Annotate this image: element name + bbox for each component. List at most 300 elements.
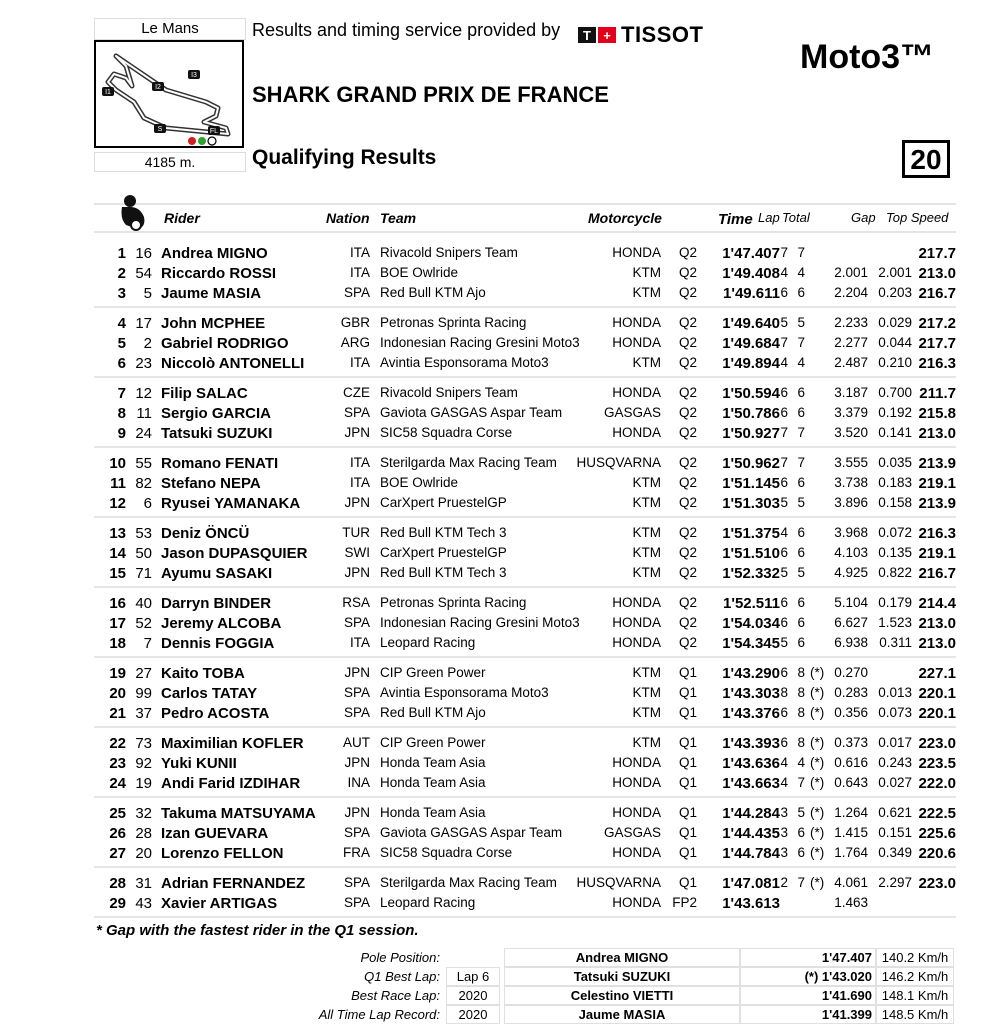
group-separator [94, 446, 956, 448]
cell-star: (*) [810, 755, 825, 770]
cell-nation: ITA [350, 355, 370, 370]
cell-lap: 3 [780, 845, 788, 860]
cell-team: Leopard Racing [380, 895, 476, 910]
cell-moto: HONDA [612, 245, 661, 260]
group-separator [94, 306, 956, 308]
cell-num: 27 [135, 665, 152, 682]
cell-name: Dennis FOGGIA [161, 635, 275, 652]
cell-speed: 223.5 [918, 755, 956, 772]
result-row [94, 353, 956, 373]
cell-nation: SPA [343, 895, 370, 910]
result-row [94, 523, 956, 543]
cell-name: Kaito TOBA [161, 665, 245, 682]
cell-pos: 24 [109, 775, 126, 792]
cell-lap: 4 [780, 775, 788, 790]
cell-pos: 9 [117, 425, 126, 442]
cell-session: Q2 [678, 635, 697, 650]
timing-provider-text: Results and timing service provided by [252, 20, 561, 40]
cell-gap: 1.264 [834, 805, 868, 820]
cell-moto: HONDA [612, 615, 661, 630]
group-separator [94, 796, 956, 798]
cell-moto: KTM [632, 265, 661, 280]
cell-moto: HONDA [612, 895, 661, 910]
cell-name: Adrian FERNANDEZ [161, 875, 306, 892]
group-separator [94, 376, 956, 378]
cell-diff: 0.311 [879, 635, 912, 650]
cell-session: Q2 [678, 455, 697, 470]
result-row [94, 243, 956, 263]
cell-lap: 3 [780, 805, 788, 820]
cell-moto: KTM [632, 495, 661, 510]
result-row [94, 313, 956, 333]
cell-nation: SPA [343, 875, 370, 890]
cell-diff: 0.013 [878, 685, 912, 700]
record-name: Celestino VIETTI [570, 988, 674, 1003]
record-speed: 146.2 Km/h [881, 969, 949, 984]
cell-time: 1'43.290 [722, 665, 780, 682]
record-row [0, 948, 1000, 967]
cell-team: Sterilgarda Max Racing Team [380, 875, 557, 890]
cell-gap: 0.270 [834, 665, 868, 680]
cell-diff: 0.072 [878, 525, 912, 540]
cell-gap: 3.896 [834, 495, 868, 510]
result-row [94, 733, 956, 753]
cell-total: 5 [797, 315, 805, 330]
cell-diff: 0.027 [878, 775, 912, 790]
cell-name: Izan GUEVARA [161, 825, 269, 842]
cell-diff: 0.035 [878, 455, 912, 470]
cell-name: Gabriel RODRIGO [161, 335, 289, 352]
cell-gap: 2.204 [834, 285, 868, 300]
cell-num: 6 [143, 495, 152, 512]
cell-speed: 223.0 [918, 735, 956, 752]
cell-speed: 213.9 [918, 455, 956, 472]
cell-lap: 6 [780, 595, 788, 610]
cell-diff: 0.822 [878, 565, 912, 580]
cell-team: BOE Owlride [380, 475, 459, 490]
cell-pos: 7 [117, 385, 126, 402]
cell-lap: 4 [780, 755, 788, 770]
cell-total: 8 [797, 705, 805, 720]
cell-time: 1'49.640 [722, 315, 780, 332]
record-name: Jaume MASIA [578, 1007, 666, 1022]
cell-name: Jason DUPASQUIER [161, 545, 308, 562]
cell-lap: 8 [780, 685, 788, 700]
cell-name: Darryn BINDER [161, 595, 272, 612]
result-row [94, 803, 956, 823]
cell-num: 82 [135, 475, 152, 492]
cell-time: 1'54.034 [722, 615, 780, 632]
cell-gap: 0.356 [834, 705, 868, 720]
cell-moto: HONDA [612, 425, 661, 440]
cell-star: (*) [810, 665, 825, 680]
cell-moto: HONDA [612, 385, 661, 400]
cell-star: (*) [810, 775, 825, 790]
cell-session: Q2 [678, 355, 697, 370]
cell-gap: 6.938 [834, 635, 868, 650]
cell-total: 5 [797, 565, 805, 580]
cell-name: Tatsuki SUZUKI [161, 425, 273, 442]
cell-gap: 1.415 [834, 825, 868, 840]
svg-text:I1: I1 [105, 89, 111, 96]
cell-speed: 215.8 [918, 405, 956, 422]
cell-star: (*) [810, 735, 825, 750]
cell-total: 6 [797, 845, 805, 860]
cell-moto: HONDA [612, 315, 661, 330]
cell-pos: 2 [117, 265, 126, 282]
cell-session: Q2 [678, 385, 697, 400]
cell-time: 1'47.081 [722, 875, 780, 892]
cell-nation: SPA [343, 615, 370, 630]
cell-moto: KTM [632, 525, 661, 540]
cell-pos: 18 [109, 635, 126, 652]
cell-diff: 1.523 [878, 615, 912, 630]
result-row [94, 453, 956, 473]
cell-num: 43 [135, 895, 152, 912]
cell-team: Petronas Sprinta Racing [380, 595, 527, 610]
rider-helmet-icon [116, 193, 152, 238]
cell-lap: 2 [780, 875, 788, 890]
cell-total: 6 [797, 405, 805, 420]
cell-diff: 0.621 [878, 805, 912, 820]
cell-session: Q1 [678, 685, 697, 700]
cell-team: CarXpert PruestelGP [380, 495, 507, 510]
cell-total: 8 [797, 685, 805, 700]
cell-nation: JPN [344, 805, 370, 820]
cell-pos: 12 [109, 495, 126, 512]
cell-star: (*) [810, 875, 825, 890]
cell-nation: SPA [343, 705, 370, 720]
cell-gap: 3.187 [834, 385, 868, 400]
cell-gap: 1.463 [834, 895, 868, 910]
cell-time: 1'52.511 [723, 595, 780, 612]
cell-gap: 2.487 [834, 355, 868, 370]
cell-nation: JPN [344, 425, 370, 440]
record-row [0, 967, 1000, 986]
cell-lap: 5 [780, 565, 788, 580]
cell-pos: 11 [110, 475, 126, 492]
cell-team: SIC58 Squadra Corse [380, 845, 513, 860]
record-time: 1'47.407 [821, 950, 872, 965]
cell-name: Niccolò ANTONELLI [161, 355, 305, 372]
cell-time: 1'43.636 [722, 755, 780, 772]
cell-nation: SPA [343, 405, 370, 420]
cell-moto: GASGAS [603, 825, 661, 840]
cell-gap: 0.616 [834, 755, 868, 770]
cell-total: 6 [797, 595, 805, 610]
track-map [94, 40, 244, 148]
cell-session: Q1 [678, 845, 697, 860]
cell-nation: JPN [344, 755, 370, 770]
cell-gap: 3.555 [834, 455, 868, 470]
result-row [94, 593, 956, 613]
col-gap: Gap [851, 210, 876, 225]
result-row [94, 403, 956, 423]
cell-time: 1'54.345 [722, 635, 780, 652]
red-light-icon [188, 137, 196, 145]
result-row [94, 263, 956, 283]
cell-num: 12 [135, 385, 152, 402]
cell-lap: 7 [780, 245, 788, 260]
cell-time: 1'51.303 [722, 495, 780, 512]
cell-diff: 0.141 [878, 425, 912, 440]
cell-lap: 6 [780, 405, 788, 420]
cell-speed: 220.1 [918, 705, 956, 722]
cell-moto: KTM [632, 685, 661, 700]
category-title: Moto3™ [800, 38, 935, 76]
cell-pos: 15 [109, 565, 126, 582]
track-length: 4185 m. [94, 152, 246, 172]
cell-moto: KTM [632, 285, 661, 300]
cell-name: Stefano NEPA [161, 475, 261, 492]
cell-pos: 19 [109, 665, 126, 682]
cell-lap: 6 [780, 665, 788, 680]
cell-pos: 4 [117, 315, 126, 332]
cell-speed: 213.0 [918, 265, 956, 282]
cell-time: 1'52.332 [722, 565, 780, 582]
cell-session: Q2 [678, 565, 697, 580]
cell-pos: 14 [109, 545, 126, 562]
cell-speed: 217.7 [918, 335, 956, 352]
cell-team: Indonesian Racing Gresini Moto3 [380, 615, 580, 630]
cell-time: 1'51.375 [722, 525, 780, 542]
cell-speed: 216.7 [918, 285, 956, 302]
cell-num: 7 [143, 635, 152, 652]
cell-time: 1'44.284 [722, 805, 780, 822]
col-total: Total [782, 210, 810, 225]
cell-total: 7 [797, 245, 805, 260]
cell-diff: 0.179 [878, 595, 912, 610]
cell-moto: KTM [632, 545, 661, 560]
cell-num: 50 [135, 545, 152, 562]
record-label: Q1 Best Lap: [364, 969, 440, 984]
cell-pos: 16 [109, 595, 126, 612]
cell-lap: 6 [780, 475, 788, 490]
cell-num: 99 [135, 685, 152, 702]
cell-moto: HONDA [612, 635, 661, 650]
cell-pos: 22 [109, 735, 126, 752]
result-row [94, 683, 956, 703]
cell-total: 8 [797, 665, 805, 680]
cell-session: Q1 [678, 875, 697, 890]
cell-gap: 2.277 [834, 335, 868, 350]
cell-session: Q1 [678, 825, 697, 840]
cell-nation: AUT [343, 735, 370, 750]
record-extra: 2020 [458, 1007, 488, 1022]
cell-speed: 211.7 [919, 385, 956, 402]
cell-diff: 0.700 [878, 385, 912, 400]
cell-moto: KTM [632, 565, 661, 580]
cell-total: 7 [797, 335, 805, 350]
cell-moto: HONDA [612, 805, 661, 820]
cell-name: Deniz ÖNCÜ [161, 525, 250, 542]
cell-diff: 2.297 [878, 875, 912, 890]
cell-team: BOE Owlride [380, 265, 459, 280]
cell-lap: 6 [780, 735, 788, 750]
cell-num: 23 [135, 355, 152, 372]
col-rider: Rider [164, 210, 200, 226]
cell-total: 6 [797, 615, 805, 630]
cell-star: (*) [810, 705, 825, 720]
cell-gap: 3.520 [834, 425, 868, 440]
result-row [94, 873, 956, 893]
cell-speed: 213.0 [918, 615, 956, 632]
cell-speed: 216.3 [918, 355, 956, 372]
cell-lap: 7 [780, 425, 788, 440]
cell-team: Petronas Sprinta Racing [380, 315, 527, 330]
cell-total: 6 [797, 635, 805, 650]
cell-lap: 4 [780, 265, 788, 280]
cell-num: 37 [135, 705, 152, 722]
cell-name: Riccardo ROSSI [161, 265, 277, 282]
cell-moto: HONDA [612, 595, 661, 610]
cell-time: 1'49.611 [723, 285, 780, 302]
cell-team: Honda Team Asia [380, 755, 486, 770]
cell-total: 6 [797, 525, 805, 540]
cell-name: Ayumu SASAKI [161, 565, 273, 582]
cell-diff: 0.192 [878, 405, 912, 420]
cell-nation: INA [347, 775, 370, 790]
cell-name: Carlos TATAY [161, 685, 258, 702]
cell-num: 20 [135, 845, 152, 862]
cell-lap: 6 [780, 705, 788, 720]
cell-pos: 8 [117, 405, 126, 422]
session-title: Qualifying Results [252, 146, 437, 169]
group-separator [94, 726, 956, 728]
cell-team: Gaviota GASGAS Aspar Team [380, 405, 563, 420]
cell-nation: ARG [340, 335, 370, 350]
cell-num: 73 [135, 735, 152, 752]
cell-nation: ITA [350, 455, 370, 470]
cell-session: Q2 [678, 265, 697, 280]
cell-time: 1'43.393 [722, 735, 780, 752]
cell-name: Yuki KUNII [161, 755, 237, 772]
cell-diff: 0.349 [878, 845, 912, 860]
cell-nation: CZE [343, 385, 370, 400]
cell-time: 1'44.784 [722, 845, 780, 862]
record-label: Best Race Lap: [351, 988, 440, 1003]
cell-pos: 21 [109, 705, 126, 722]
cell-speed: 214.4 [918, 595, 956, 612]
cell-num: 11 [136, 405, 152, 422]
cell-time: 1'49.408 [722, 265, 780, 282]
cell-session: Q2 [678, 285, 697, 300]
result-row [94, 703, 956, 723]
group-separator [94, 656, 956, 658]
result-row [94, 493, 956, 513]
cell-name: Andrea MIGNO [161, 245, 268, 262]
cell-diff: 0.158 [878, 495, 912, 510]
cell-lap: 6 [780, 615, 788, 630]
cell-pos: 13 [109, 525, 126, 542]
cell-speed: 220.6 [918, 845, 956, 862]
cell-lap: 3 [780, 825, 788, 840]
cell-time: 1'50.786 [722, 405, 780, 422]
col-team: Team [380, 210, 417, 226]
cell-star: (*) [810, 825, 825, 840]
cell-lap: 5 [780, 495, 788, 510]
cell-team: Red Bull KTM Tech 3 [380, 525, 507, 540]
cell-time: 1'51.145 [722, 475, 780, 492]
result-row [94, 663, 956, 683]
record-label: All Time Lap Record: [318, 1007, 440, 1022]
cell-lap: 4 [780, 525, 788, 540]
cell-name: Maximilian KOFLER [161, 735, 304, 752]
cell-speed: 227.1 [918, 665, 956, 682]
cell-pos: 26 [109, 825, 126, 842]
cell-pos: 1 [117, 245, 126, 262]
cell-total: 7 [797, 775, 805, 790]
record-extra: 2020 [458, 988, 488, 1003]
cell-moto: HONDA [612, 845, 661, 860]
cell-team: Avintia Esponsorama Moto3 [380, 685, 549, 700]
cell-moto: KTM [632, 665, 661, 680]
cell-lap: 6 [780, 285, 788, 300]
cell-session: Q2 [678, 425, 697, 440]
cell-time: 1'47.407 [722, 245, 780, 262]
cell-total: 8 [797, 735, 805, 750]
cell-total: 4 [797, 265, 805, 280]
cell-lap: 5 [780, 315, 788, 330]
cell-name: John MCPHEE [161, 315, 266, 332]
cell-gap: 0.373 [834, 735, 868, 750]
cell-name: Jaume MASIA [161, 285, 262, 302]
cell-gap: 2.001 [834, 265, 868, 280]
cell-nation: JPN [344, 565, 370, 580]
track-layout-icon [96, 42, 242, 146]
footnote: * Gap with the fastest rider in the Q1 session. [96, 922, 419, 939]
cell-lap: 7 [780, 335, 788, 350]
result-row [94, 823, 956, 843]
svg-text:S: S [157, 126, 163, 133]
cell-moto: KTM [632, 735, 661, 750]
cell-time: 1'43.663 [722, 775, 780, 792]
cell-session: Q2 [678, 595, 697, 610]
cell-num: 32 [135, 805, 152, 822]
cell-moto: HONDA [612, 775, 661, 790]
cell-gap: 1.764 [834, 845, 868, 860]
cell-num: 92 [135, 755, 152, 772]
cell-moto: HONDA [612, 755, 661, 770]
cell-speed: 219.1 [918, 475, 956, 492]
cell-pos: 5 [117, 335, 126, 352]
cell-nation: SPA [343, 825, 370, 840]
cell-nation: JPN [344, 665, 370, 680]
cell-time: 1'44.435 [722, 825, 780, 842]
cell-speed: 219.1 [918, 545, 956, 562]
cell-pos: 23 [109, 755, 126, 772]
cell-pos: 29 [109, 895, 126, 912]
cell-team: Red Bull KTM Ajo [380, 285, 486, 300]
cell-total: 7 [797, 455, 805, 470]
cell-speed: 220.1 [918, 685, 956, 702]
cell-num: 16 [135, 245, 152, 262]
cell-star: (*) [810, 685, 825, 700]
record-label: Pole Position: [360, 950, 440, 965]
cell-session: Q2 [678, 405, 697, 420]
cell-session: FP2 [672, 895, 697, 910]
cell-team: Red Bull KTM Ajo [380, 705, 486, 720]
cell-gap: 6.627 [834, 615, 868, 630]
cell-gap: 5.104 [834, 595, 868, 610]
cell-total: 5 [797, 495, 805, 510]
cell-team: Avintia Esponsorama Moto3 [380, 355, 549, 370]
result-row [94, 613, 956, 633]
cell-session: Q1 [678, 735, 697, 750]
checkered-flag-icon [208, 137, 216, 145]
record-time: (*) 1'43.020 [804, 969, 872, 984]
cell-session: Q1 [678, 775, 697, 790]
